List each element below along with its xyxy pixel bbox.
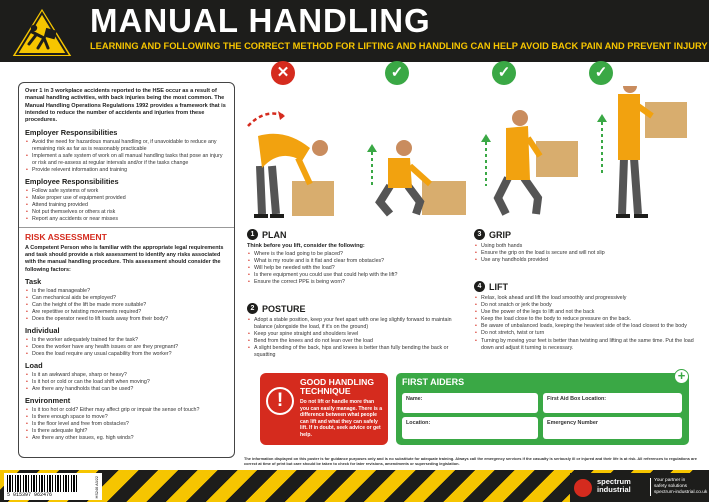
first-aiders-title: FIRST AIDERS bbox=[402, 377, 465, 387]
brand-logo bbox=[570, 473, 709, 502]
list-item: • Do not snatch or jerk the body bbox=[474, 302, 694, 309]
info-panel bbox=[18, 82, 235, 458]
divider bbox=[19, 227, 234, 228]
list-item: • Are repetitive or twisting movements required? bbox=[25, 309, 228, 316]
list-item: • Is there enough space to move? bbox=[25, 414, 228, 421]
list-item: • Avoid the need for hazardous manual handling or, if unavoidable to reduce any remaining risk as far as is reasonably practicable bbox=[25, 139, 228, 153]
emergency-number-field[interactable] bbox=[543, 417, 682, 439]
first-aiders-box bbox=[396, 373, 689, 445]
list-item: • Is there adequate light? bbox=[25, 428, 228, 435]
grip-squat-figure bbox=[481, 110, 578, 214]
brand-name-line: spectrum bbox=[597, 477, 631, 486]
individual-list bbox=[25, 337, 228, 358]
intro-text: Over 1 in 3 workplace accidents reported to the HSE occur as a result of manual handling activities, with back injuries being the most common. The Manual Handling Operations Regulations 1992 provides a framework that is intended to reduce the number of accidents and injuries from these procedures. bbox=[25, 88, 226, 124]
list-item: • Is the worker adequately trained for the task? bbox=[25, 337, 228, 344]
page-subtitle: LEARNING AND FOLLOWING THE CORRECT METHOD FOR LIFTING AND HANDLING CAN HELP AVOID BACK PAIN AND PREVENT INJURY bbox=[90, 41, 708, 51]
step-title: PLAN bbox=[262, 229, 287, 240]
list-item: • Will help be needed with the load? bbox=[247, 265, 469, 272]
grip-section bbox=[474, 229, 694, 264]
list-item: • Adopt a stable position, keep your feet apart with one leg slightly forward to maintain balance (alongside the load, if it's on the ground) bbox=[247, 317, 462, 331]
brand-mark-icon bbox=[574, 479, 592, 497]
step-number: 1 bbox=[247, 229, 258, 240]
list-item: • Make proper use of equipment provided bbox=[25, 195, 228, 202]
task-heading: Task bbox=[25, 276, 42, 286]
brand-name-line: industrial bbox=[597, 485, 631, 495]
lift-section bbox=[474, 281, 694, 352]
plan-section bbox=[247, 229, 469, 286]
list-item: • Using both hands bbox=[474, 243, 694, 250]
list-item: • Is there equipment you could use that could help with the lift? bbox=[247, 272, 469, 279]
list-item: • Ensure the correct PPE is being worn? bbox=[247, 279, 469, 286]
tagline-line: Your partner in bbox=[654, 478, 686, 483]
location-field[interactable] bbox=[402, 417, 538, 439]
employer-heading: Employer Responsibilities bbox=[25, 128, 118, 138]
list-item: • Turning by moving your feet is better than twisting and lifting at the same time. Put the load down and adjust it turning is necessary. bbox=[474, 338, 694, 352]
field-label: Emergency Number bbox=[547, 420, 598, 426]
incorrect-cross-icon: ✕ bbox=[271, 61, 295, 85]
list-item: • Attend training provided bbox=[25, 202, 228, 209]
barcode bbox=[4, 473, 102, 500]
risk-assessment-heading: RISK ASSESSMENT bbox=[25, 232, 107, 243]
list-item: • Is it hot or cold or can the load shift when moving? bbox=[25, 379, 228, 386]
correct-tick-icon: ✓ bbox=[589, 61, 613, 85]
brand-url: spectrum-industrial.co.uk bbox=[654, 489, 708, 495]
list-item: • Are there any handholds that can be used? bbox=[25, 386, 228, 393]
page-title: MANUAL HANDLING bbox=[90, 2, 431, 39]
list-item: • Be aware of unbalanced loads, keeping the heaviest side of the load closest to the body bbox=[474, 323, 694, 330]
field-label: Name: bbox=[406, 396, 423, 402]
exclamation-icon: ! bbox=[266, 387, 294, 415]
task-list bbox=[25, 288, 228, 323]
tagline-line: safety solutions bbox=[654, 483, 688, 489]
box-location-field[interactable] bbox=[543, 393, 682, 413]
brand-name bbox=[597, 478, 631, 495]
list-item: • Is it too hot or cold? Either may affect grip or impair the sense of touch? bbox=[25, 407, 228, 414]
list-item: • A slight bending of the back, hips and knees is better than fully bending the back or squatting bbox=[247, 345, 462, 359]
list-item: • Is the floor level and free from obstacles? bbox=[25, 421, 228, 428]
field-label: Location: bbox=[406, 420, 431, 426]
list-item: • Is the load manageable? bbox=[25, 288, 228, 295]
list-item: • Report any accidents or near misses bbox=[25, 216, 228, 223]
list-item: • Ensure the grip on the load is secure and will not slip bbox=[474, 250, 694, 257]
good-handling-box bbox=[260, 373, 388, 445]
list-item: • What is my route and is it flat and clear from obstacles? bbox=[247, 258, 469, 265]
name-field[interactable] bbox=[402, 393, 538, 413]
barcode-number: 5 015397 962476 bbox=[7, 492, 53, 498]
correct-tick-icon: ✓ bbox=[492, 61, 516, 85]
first-aid-plus-icon: + bbox=[674, 369, 689, 384]
step-number: 3 bbox=[474, 229, 485, 240]
list-item: • Relax, look ahead and lift the load smoothly and progressively bbox=[474, 295, 694, 302]
plan-squat-figure bbox=[367, 140, 466, 215]
list-item: • Implement a safe system of work on all manual handling tasks that pose an injury or risk and re-assess at regular intervals and/or if the tasks change bbox=[25, 153, 228, 167]
incorrect-bend-figure bbox=[248, 111, 334, 216]
step-number: 2 bbox=[247, 303, 258, 314]
disclaimer-text: The information displayed on this poster is for guidance purposes only and is no substitute for adequate training. Always call the emergency services if the casualty is seriously ill or injured and their life is at risk. All references to regulations are correct at time of print but care should be taken to check for later revisions, amendments or superseding legislation. bbox=[244, 456, 697, 467]
list-item: • Keep the load close to the body to reduce pressure on the back. bbox=[474, 316, 694, 323]
correct-tick-icon: ✓ bbox=[385, 61, 409, 85]
list-item: • Does the worker have any health issues or are they pregnant? bbox=[25, 344, 228, 351]
list-item: • Use any handholds provided bbox=[474, 257, 694, 264]
load-heading: Load bbox=[25, 360, 43, 370]
employer-list bbox=[25, 139, 228, 174]
environment-heading: Environment bbox=[25, 395, 71, 405]
step-title: GRIP bbox=[489, 229, 512, 240]
environment-list bbox=[25, 407, 228, 442]
field-label: First Aid Box Location: bbox=[547, 396, 607, 402]
load-list bbox=[25, 372, 228, 393]
good-handling-title: GOOD HANDLING TECHNIQUE bbox=[300, 377, 374, 397]
warning-sign-icon bbox=[8, 4, 76, 60]
list-item: • Does the load require any usual capability from the worker? bbox=[25, 351, 228, 358]
brand-tagline bbox=[650, 478, 707, 496]
list-item: • Bend from the knees and do not lean over the load bbox=[247, 338, 462, 345]
barcode-bars bbox=[7, 475, 77, 492]
employee-heading: Employee Responsibilities bbox=[25, 177, 119, 187]
lifting-illustration bbox=[240, 86, 705, 226]
list-item: • Provide relevent information and training bbox=[25, 167, 228, 174]
list-item: • Are there any other issues, eg. high winds? bbox=[25, 435, 228, 442]
list-item: • Does the operator need to lift loads away from their body? bbox=[25, 316, 228, 323]
posture-section bbox=[247, 303, 462, 360]
step-intro: Think before you lift, consider the following: bbox=[247, 243, 365, 249]
list-item: • Is it an awkward shape, sharp or heavy? bbox=[25, 372, 228, 379]
list-item: • Where is the load going to be placed? bbox=[247, 251, 469, 258]
list-item: • Do not stretch, twist or turn bbox=[474, 330, 694, 337]
list-item: • Use the power of the legs to lift and not the back bbox=[474, 309, 694, 316]
list-item: • Can the height of the lift be made more suitable? bbox=[25, 302, 228, 309]
product-code: HS246 A3/22 bbox=[94, 476, 99, 499]
step-title: LIFT bbox=[489, 281, 508, 292]
step-number: 4 bbox=[474, 281, 485, 292]
risk-assessment-intro: A Competent Person who is familiar with the appropriate legal requirements and task should provide a risk assessment to identify any risks associated with the manual handling procedure. This assessment should consider the following factors: bbox=[25, 245, 224, 273]
header-bar bbox=[0, 0, 709, 62]
list-item: • Keep your spine straight and shoulders level bbox=[247, 331, 462, 338]
list-item: • Can mechanical aids be employed? bbox=[25, 295, 228, 302]
employee-list bbox=[25, 188, 228, 223]
individual-heading: Individual bbox=[25, 325, 60, 335]
list-item: • Not put themselves or others at risk bbox=[25, 209, 228, 216]
lift-upright-figure bbox=[597, 86, 687, 216]
list-item: • Follow safe systems of work bbox=[25, 188, 228, 195]
step-title: POSTURE bbox=[262, 303, 306, 314]
good-handling-text: Do not lift or handle more than you can easily manage. There is a difference between what people can lift and what they can safely lift. If in doubt, seek advice or get help. bbox=[300, 399, 383, 439]
